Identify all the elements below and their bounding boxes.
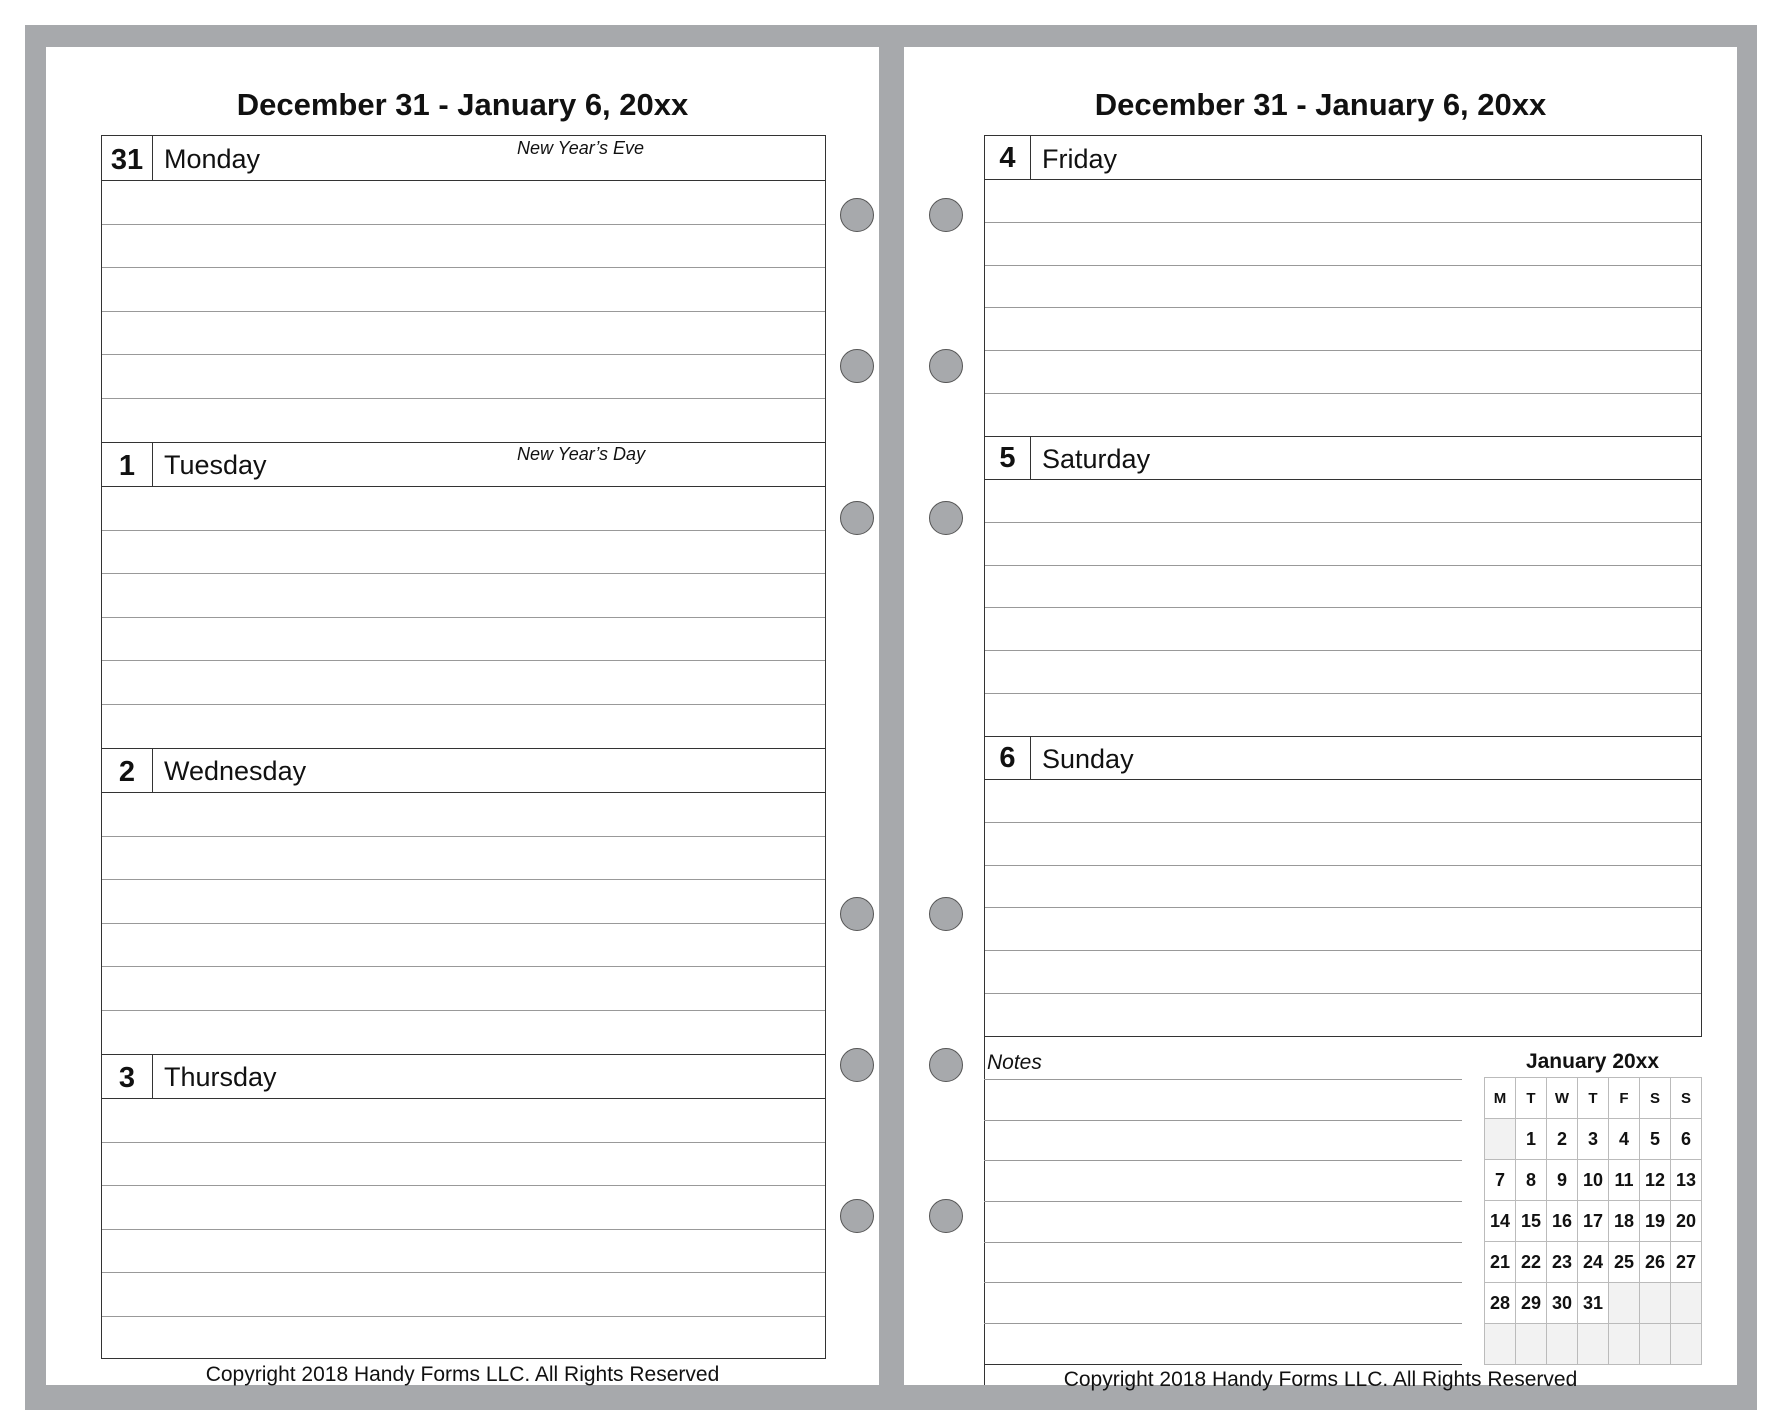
binder-hole-icon bbox=[929, 501, 963, 535]
binder-hole-icon bbox=[929, 1048, 963, 1082]
notes-label: Notes bbox=[987, 1051, 1042, 1074]
day-block-monday bbox=[102, 136, 825, 442]
calendar-weekday-header: F bbox=[1609, 1078, 1640, 1119]
calendar-weekday-header: M bbox=[1485, 1078, 1516, 1119]
holiday-label: New Year’s Day bbox=[517, 444, 646, 464]
calendar-weekday-header: W bbox=[1547, 1078, 1578, 1119]
day-name: Sunday bbox=[1042, 744, 1134, 774]
calendar-date-cell: 6 bbox=[1671, 1119, 1702, 1160]
binder-hole-icon bbox=[840, 1199, 874, 1233]
day-number: 6 bbox=[985, 736, 1031, 779]
day-block-tuesday bbox=[102, 442, 825, 748]
calendar-date-cell: 5 bbox=[1640, 1119, 1671, 1160]
calendar-empty-cell bbox=[1640, 1324, 1671, 1365]
copyright-text: Copyright 2018 Handy Forms LLC. All Rights Reserved bbox=[205, 1363, 720, 1386]
calendar-date-cell: 9 bbox=[1547, 1160, 1578, 1201]
days-box bbox=[984, 135, 1702, 1037]
calendar-date-cell: 18 bbox=[1609, 1201, 1640, 1242]
calendar-date-cell: 13 bbox=[1671, 1160, 1702, 1201]
calendar-empty-cell bbox=[1671, 1324, 1702, 1365]
calendar-empty-cell bbox=[1609, 1324, 1640, 1365]
binder-hole-icon bbox=[929, 198, 963, 232]
calendar-date-cell: 29 bbox=[1516, 1283, 1547, 1324]
binder-hole-icon bbox=[929, 897, 963, 931]
calendar-date-cell: 22 bbox=[1516, 1242, 1547, 1283]
calendar-date-cell: 28 bbox=[1485, 1283, 1516, 1324]
day-name: Tuesday bbox=[164, 450, 267, 480]
calendar-date-cell: 15 bbox=[1516, 1201, 1547, 1242]
calendar-date-cell: 23 bbox=[1547, 1242, 1578, 1283]
calendar-date-cell: 24 bbox=[1578, 1242, 1609, 1283]
day-header bbox=[985, 436, 1701, 480]
calendar-date-cell: 4 bbox=[1609, 1119, 1640, 1160]
day-block-sunday bbox=[985, 736, 1701, 1036]
left-page bbox=[46, 47, 879, 1385]
day-block-friday bbox=[985, 136, 1701, 436]
day-number: 3 bbox=[102, 1054, 153, 1098]
notes-line bbox=[984, 1120, 1462, 1121]
day-number: 2 bbox=[102, 748, 153, 792]
calendar-date-cell: 25 bbox=[1609, 1242, 1640, 1283]
notes-line bbox=[984, 1201, 1462, 1202]
calendar-date-cell: 31 bbox=[1578, 1283, 1609, 1324]
binder-hole-icon bbox=[929, 1199, 963, 1233]
right-page bbox=[904, 47, 1737, 1391]
binder-hole-icon bbox=[840, 1048, 874, 1082]
calendar-weekday-header: S bbox=[1671, 1078, 1702, 1119]
binder-hole-icon bbox=[929, 349, 963, 383]
binder-hole-icon bbox=[840, 897, 874, 931]
day-number: 4 bbox=[985, 136, 1031, 179]
notes-line bbox=[984, 1160, 1462, 1161]
day-number: 5 bbox=[985, 436, 1031, 479]
binder-hole-icon bbox=[840, 198, 874, 232]
day-header bbox=[985, 136, 1701, 180]
day-number: 31 bbox=[102, 136, 153, 180]
day-header bbox=[985, 736, 1701, 780]
calendar-empty-cell bbox=[1578, 1324, 1609, 1365]
calendar-empty-cell bbox=[1547, 1324, 1578, 1365]
calendar-empty-cell bbox=[1671, 1283, 1702, 1324]
calendar-weekday-header: T bbox=[1578, 1078, 1609, 1119]
notes-line bbox=[984, 1323, 1462, 1324]
calendar-date-cell: 8 bbox=[1516, 1160, 1547, 1201]
calendar-date-cell: 20 bbox=[1671, 1201, 1702, 1242]
calendar-date-cell: 17 bbox=[1578, 1201, 1609, 1242]
day-header bbox=[102, 748, 825, 793]
copyright-text: Copyright 2018 Handy Forms LLC. All Rights Reserved bbox=[1063, 1368, 1578, 1391]
calendar-empty-cell bbox=[1485, 1119, 1516, 1160]
mini-calendar-title: January 20xx bbox=[1525, 1050, 1660, 1073]
day-name: Thursday bbox=[164, 1062, 277, 1092]
planner-sheet bbox=[25, 25, 1757, 1410]
calendar-date-cell: 27 bbox=[1671, 1242, 1702, 1283]
day-header bbox=[102, 442, 825, 487]
notes-left-border bbox=[984, 1037, 985, 1385]
calendar-empty-cell bbox=[1485, 1324, 1516, 1365]
calendar-empty-cell bbox=[1609, 1283, 1640, 1324]
holiday-label: New Year’s Eve bbox=[517, 138, 645, 158]
notes-line bbox=[984, 1242, 1462, 1243]
calendar-date-cell: 26 bbox=[1640, 1242, 1671, 1283]
calendar-empty-cell bbox=[1516, 1324, 1547, 1365]
day-name: Wednesday bbox=[164, 756, 307, 786]
calendar-date-cell: 1 bbox=[1516, 1119, 1547, 1160]
calendar-empty-cell bbox=[1640, 1283, 1671, 1324]
day-header bbox=[102, 1054, 825, 1099]
calendar-weekday-header: T bbox=[1516, 1078, 1547, 1119]
binder-hole-icon bbox=[840, 349, 874, 383]
calendar-date-cell: 21 bbox=[1485, 1242, 1516, 1283]
notes-line bbox=[984, 1079, 1462, 1080]
calendar-date-cell: 11 bbox=[1609, 1160, 1640, 1201]
page-title: December 31 - January 6, 20xx bbox=[236, 87, 689, 122]
notes-line bbox=[984, 1282, 1462, 1283]
calendar-date-cell: 16 bbox=[1547, 1201, 1578, 1242]
day-header bbox=[102, 136, 825, 181]
day-name: Friday bbox=[1042, 144, 1118, 174]
calendar-date-cell: 19 bbox=[1640, 1201, 1671, 1242]
notes-bottom-line bbox=[984, 1364, 1462, 1365]
binder-hole-icon bbox=[840, 501, 874, 535]
day-number: 1 bbox=[102, 442, 153, 486]
mini-calendar bbox=[1484, 1077, 1702, 1365]
day-block-thursday bbox=[102, 1054, 825, 1360]
calendar-date-cell: 3 bbox=[1578, 1119, 1609, 1160]
day-block-wednesday bbox=[102, 748, 825, 1054]
day-name: Monday bbox=[164, 144, 261, 174]
days-box bbox=[101, 135, 826, 1359]
calendar-date-cell: 12 bbox=[1640, 1160, 1671, 1201]
calendar-date-cell: 14 bbox=[1485, 1201, 1516, 1242]
calendar-weekday-header: S bbox=[1640, 1078, 1671, 1119]
page-title: December 31 - January 6, 20xx bbox=[1094, 87, 1547, 122]
calendar-date-cell: 10 bbox=[1578, 1160, 1609, 1201]
calendar-date-cell: 2 bbox=[1547, 1119, 1578, 1160]
day-block-saturday bbox=[985, 436, 1701, 736]
calendar-date-cell: 7 bbox=[1485, 1160, 1516, 1201]
calendar-date-cell: 30 bbox=[1547, 1283, 1578, 1324]
day-name: Saturday bbox=[1042, 444, 1151, 474]
